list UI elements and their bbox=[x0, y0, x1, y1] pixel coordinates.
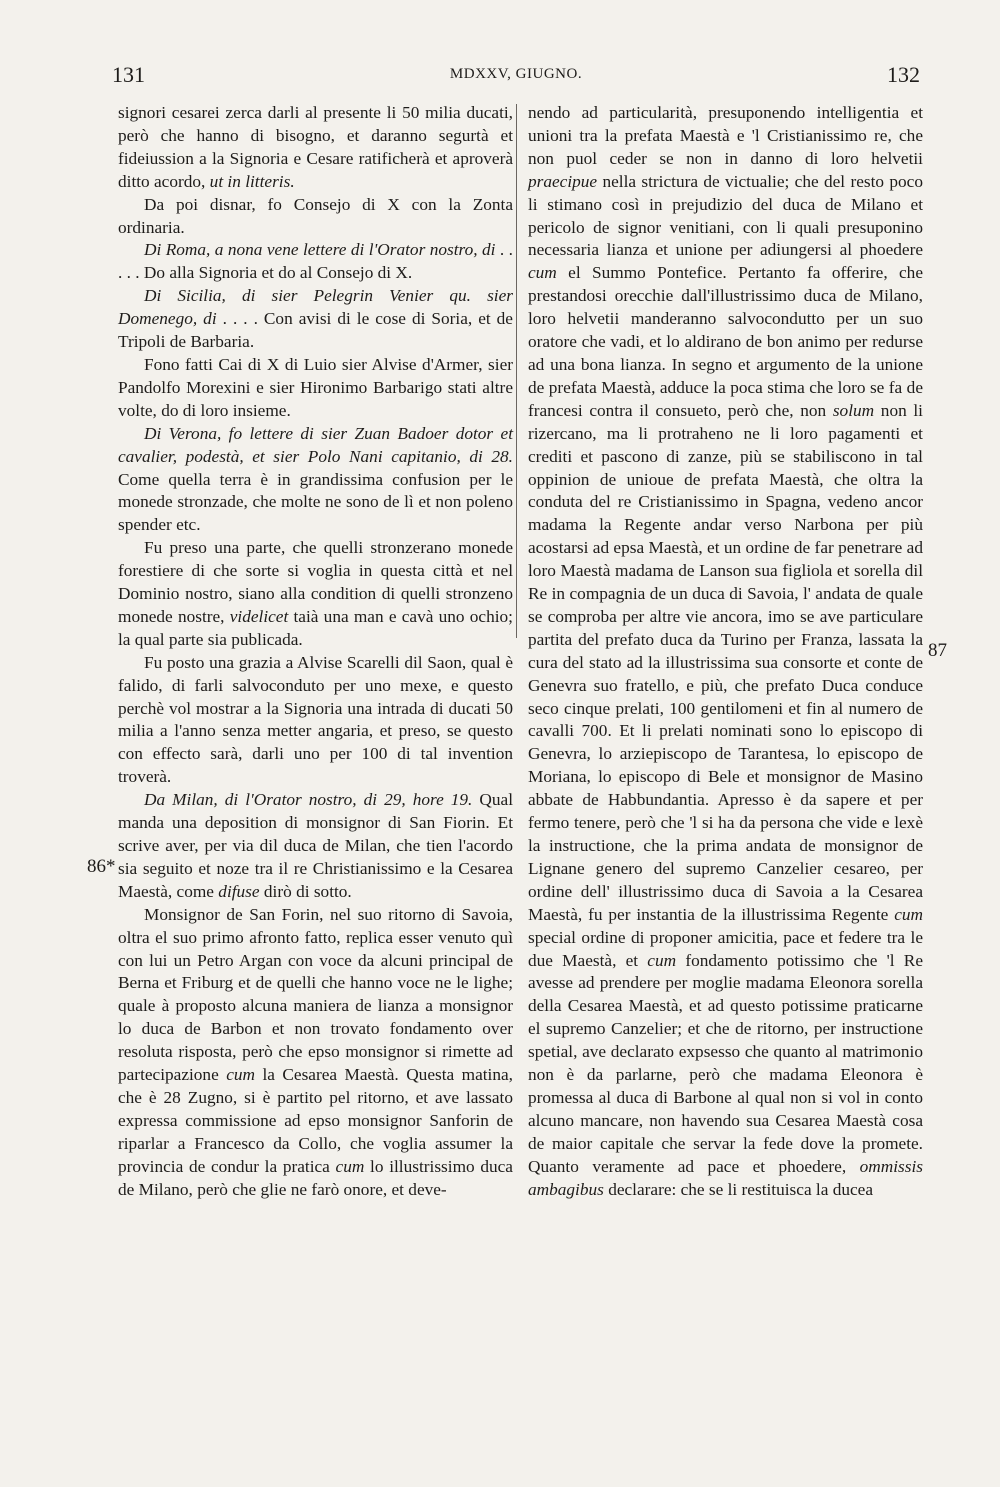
running-title: MDXXV, GIUGNO. bbox=[449, 66, 583, 82]
text-run: Fu preso una parte, che quelli stronzerano monede forestiere di che sorte si voglia in questa città et nel Dominio nostro, siano alla condition di quelli stronzeno monede nostre, bbox=[118, 538, 513, 626]
italic-run: ut in litteris. bbox=[209, 171, 295, 191]
italic-run: cum bbox=[226, 1065, 255, 1085]
text-run: nella strictura de victualie; che del resto poco li stimano così in prejudizio del duca de Milano et pericolo de signor venitiani, con li quali presuponino necessaria lianza et unione per adiungersi al phoedere bbox=[528, 171, 923, 260]
italic-run: Di Roma, a nona vene lettere di l'Orator nostro, di bbox=[144, 240, 496, 260]
paragraph bbox=[118, 789, 513, 904]
paragraph bbox=[118, 904, 513, 1202]
text-run: el Summo Pontefice. Pertanto fa offerire, che prestandosi orecchie dall'illustrissimo duca de Milano, loro helvetii manderanno salvocondutto per un suo oratore che vadi, et lo aldirano de bon animo per redurse ad una bona lianza. In segno et argumento de la unione de prefata Maestà, adduce la poca stima che loro se fa de francesi contra il consueto, però che, non bbox=[528, 263, 923, 420]
italic-run: cum bbox=[894, 904, 923, 924]
text-run: Qual manda una deposition di monsignor di San Fiorin. Et scrive aver, per via dil duca de Milan, che tien l'acordo sia seguito et noze tra il re Christianissimo e la Cesarea Maestà, come bbox=[118, 790, 513, 901]
text-run: . . . . . Do alla Signoria et do al Consejo di X. bbox=[118, 240, 514, 283]
text-run: signori cesarei zerca darli al presente li 50 milia ducati, però che hanno di bisogno, et daranno segurtà et fideiussion a la Signoria e Cesare ratificherà et aproverà ditto acordo, bbox=[118, 103, 513, 191]
italic-run: Da Milan, di l'Orator nostro, di 29, hore 19. bbox=[144, 790, 473, 810]
text-run: non li rizercano, ma li protraheno ne li loro pagamenti et crediti et pascono di zanze, più se stabiliscono in tal oppinion de unioue de prefata Maestà, che oltra la conduta del re Cristianissimo in Spagna, vedeno ancor madama la Regente andar verso Narbona per più acostarsi ad epsa Maestà, et un ordine de far penetrare ad loro Maestà madama de Lanson sua figliola et sorella dil Re in compagnia de un duca di Savoia, l' andata de quale se comproba per altre vie ancora, imo se ave particulare partita del prefato duca da Turino per Franza, lassata la cura del stato ad la illustrissima sua consorte et conte de Genevra suo fratello, e più, che prefato Duca conduce seco cinque prelati, 100 gentilomeni et fin al numero de cavalli 700. Et li prelati nominati sono lo episcopo di Genevra, lo arziepiscopo de Tarantesa, lo episcopo de Moriana, lo episcopo di Bele et monsignor de Masino abbate de Habbundantia. Apresso è da sapere et per fermo tenere, però che 'l si ha da persona che vide e lexè la instructione, che la prima andata de monsignor de Lignane genero del supremo Canzelier cesareo, per ordine dell' illustrissimo duca di Savoia a la Cesarea Maestà, fu per instantia de la illustrissima Regente bbox=[528, 400, 923, 924]
margin-number-right: 87 bbox=[928, 640, 947, 661]
text-run: la Cesarea Maestà. Questa matina, che è 28 Zugno, si è partito pel ritorno, et ave lassato expressa commissione ad epso monsignor Sanforin de riparlar a Francesco da Collo, che voglia assumer la provincia de condur la pratica bbox=[118, 1065, 513, 1176]
left-column bbox=[118, 102, 513, 1202]
paragraph: Da poi disnar, fo Consejo di X con la Zonta ordinaria. bbox=[118, 194, 513, 237]
italic-run: Di Verona, fo lettere di sier Zuan Badoer dotor et cavalier, podestà, et sier Polo Nani capitanio, di 28. bbox=[118, 423, 513, 466]
text-run: declarare: che se li restituisca la ducea bbox=[608, 1179, 874, 1199]
italic-run: videlicet bbox=[229, 606, 289, 626]
italic-run: praecipue bbox=[528, 171, 598, 191]
paragraph bbox=[528, 102, 923, 1202]
right-column bbox=[528, 102, 923, 1202]
text-run: Come quella terra è in grandissima confusion per le monede stronzade, che molte ne sono de lì et non poleno spender etc. bbox=[118, 469, 513, 535]
paragraph bbox=[118, 102, 513, 194]
margin-number-left: 86* bbox=[87, 856, 116, 877]
text-run: special ordine di proponer amicitia, pace et federe tra le due Maestà, et bbox=[528, 927, 923, 970]
text-run: fondamento potissimo che 'l Re avesse ad prendere per moglie madama Eleonora sorella della Cesarea Maestà, et ad questo potissime praticarne el supremo Canzelier; et che de ritorno, per instructione spetial, ave declarato expsesso che quanto al matrimonio non è da parlarne, però che madama Eleonora è promessa al duca di Barbone al qual non si vol in conto alcuno mancare, non havendo sua Cesarea Maestà cosa de maior capitale che servar la fede dove la promete. Quanto veramente ad pace et phoedere, bbox=[528, 950, 924, 1176]
paragraph bbox=[118, 537, 513, 652]
italic-run: solum bbox=[832, 400, 875, 420]
page-number-left: 131 bbox=[112, 62, 145, 87]
italic-run: cum bbox=[335, 1156, 365, 1176]
text-run: nendo ad particularità, presuponendo intelligentia et unioni tra la prefata Maestà e 'l Cristianissimo re, che non puol ceder se non in danno di loro helvetii bbox=[528, 103, 923, 168]
paragraph: Fono fatti Cai di X di Luio sier Alvise d'Armer, sier Pandolfo Morexini e sier Hironimo Barbarigo stati altre volte, do di loro insieme. bbox=[118, 354, 513, 420]
page-number-right: 132 bbox=[887, 62, 920, 87]
italic-run: cum bbox=[647, 950, 677, 970]
italic-run: ommissis ambagibus bbox=[528, 1156, 923, 1199]
text-run: taià una man e cavà uno ochio; la qual parte sia publicada. bbox=[118, 606, 513, 649]
paragraph: Fu posto una grazia a Alvise Scarelli dil Saon, qual è falido, di farli salvoconduto per uno mexe, e questo perchè vol mostrar a la Signoria una intrada di ducati 50 milia a l'anno senza metter angaria, et preso, se questo con effecto sarà, darli uno per 100 di tal invention troverà. bbox=[118, 652, 513, 787]
text-run: . . . . Con avisi di le cose di Soria, et de Tripoli de Barbaria. bbox=[118, 309, 513, 352]
italic-run: Di Sicilia, di sier Pelegrin Venier qu. sier Domenego, di bbox=[118, 286, 513, 329]
italic-run: difuse bbox=[218, 881, 260, 901]
page-header bbox=[112, 62, 920, 92]
italic-run: cum bbox=[528, 263, 557, 283]
column-divider bbox=[516, 104, 517, 638]
text-run: dirò di sotto. bbox=[263, 881, 352, 901]
paragraph bbox=[118, 239, 513, 285]
paragraph bbox=[118, 285, 513, 354]
text-run: Monsignor de San Forin, nel suo ritorno di Savoia, oltra el suo primo afronto fatto, replica esser venuto quì con lui un Petro Argan con voce da alcuni principal de Berna et Friburg et de quelli che hanno voce ne le lighe; quale à proposto alcuna maniera de lianza a monsignor lo duca de Barbon et non trovato fondamento over resoluta risposta, però che epso monsignor si rimette ad partecipazione bbox=[118, 904, 513, 1085]
paragraph bbox=[118, 423, 513, 538]
text-run: lo illustrissimo duca de Milano, però che glie ne farò onore, et deve- bbox=[118, 1156, 513, 1199]
